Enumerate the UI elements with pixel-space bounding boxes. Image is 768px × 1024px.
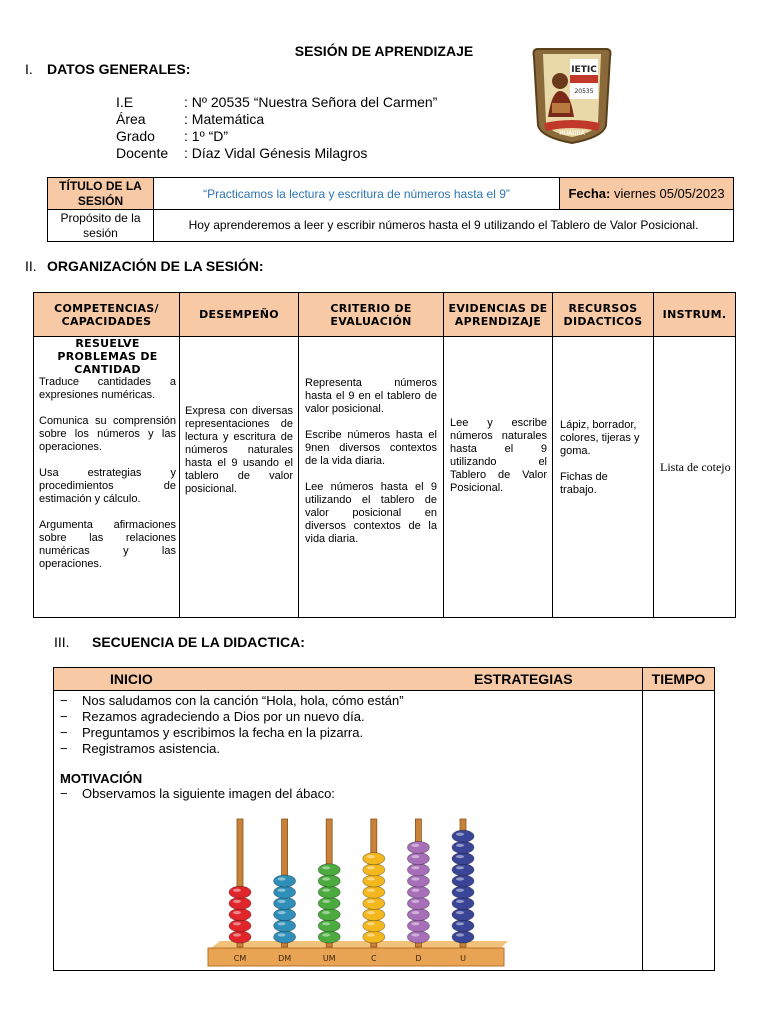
proposito-label: Propósito de la sesión bbox=[48, 210, 154, 242]
section-secuencia bbox=[54, 634, 305, 650]
desempeno-cell bbox=[180, 337, 299, 618]
abacus-bead bbox=[274, 875, 296, 887]
header-inicio-estrategias bbox=[54, 668, 643, 691]
general-data bbox=[116, 94, 536, 164]
proposito-value: Hoy aprenderemos a leer y escribir números hasta el 9 utilizando el Tablero de Valor Posicional. bbox=[154, 210, 734, 242]
recursos-item: Lápiz, borrador, colores, tijeras y goma. bbox=[560, 419, 640, 457]
abacus-bead bbox=[407, 864, 429, 876]
abacus-bead bbox=[407, 853, 429, 865]
abacus-bead bbox=[274, 920, 296, 932]
abacus-bead bbox=[363, 897, 385, 909]
section-organizacion bbox=[25, 258, 264, 274]
section-number: II. bbox=[25, 258, 37, 274]
section-label: DATOS GENERALES: bbox=[47, 61, 191, 77]
abacus-bead bbox=[452, 909, 474, 921]
recursos-cell bbox=[553, 337, 654, 618]
abacus-bead bbox=[229, 931, 251, 943]
capacidad: Comunica su comprensión sobre los números y las operaciones. bbox=[39, 415, 176, 453]
abacus-bead bbox=[363, 909, 385, 921]
page-title: SESIÓN DE APRENDIZAJE bbox=[294, 43, 474, 59]
school-logo bbox=[530, 45, 614, 145]
abacus-rod-label: U bbox=[460, 954, 466, 963]
abacus-bead bbox=[407, 909, 429, 921]
header-inicio: INICIO bbox=[110, 671, 153, 687]
abacus-bead bbox=[407, 875, 429, 887]
criterio: Representa números hasta el 9 en el tablero de valor posicional. bbox=[305, 377, 437, 415]
abacus-bead bbox=[318, 864, 340, 876]
abacus-bead bbox=[452, 841, 474, 853]
capacidad: Usa estrategias y procedimientos de estimación y cálculo. bbox=[39, 467, 176, 505]
abacus-bead bbox=[229, 909, 251, 921]
abacus-bead bbox=[407, 886, 429, 898]
abacus-bead bbox=[452, 830, 474, 842]
row-area bbox=[116, 111, 536, 128]
instrumento-text: Lista de cotejo bbox=[660, 460, 731, 474]
abacus-bead bbox=[274, 909, 296, 921]
fecha-value: viernes 05/05/2023 bbox=[613, 186, 725, 201]
abacus-bead bbox=[407, 920, 429, 932]
area-label: Área bbox=[116, 111, 146, 127]
organization-table bbox=[33, 292, 736, 618]
list-item: − Preguntamos y escribimos la fecha en la pizarra. bbox=[60, 725, 364, 740]
abacus-bead bbox=[274, 931, 296, 943]
header-evidencias: EVIDENCIAS DE APRENDIZAJE bbox=[444, 293, 553, 337]
logo-text-ietic: IETIC bbox=[571, 65, 597, 75]
sequence-table bbox=[53, 667, 715, 971]
section-datos-generales bbox=[25, 61, 190, 77]
header-instrumento: INSTRUM. bbox=[654, 293, 736, 337]
abacus-bead bbox=[318, 897, 340, 909]
abacus-bead bbox=[452, 864, 474, 876]
abacus-rod-label: C bbox=[371, 954, 377, 963]
competencias-cell bbox=[34, 337, 180, 618]
row-ie bbox=[116, 94, 536, 111]
abacus-bead bbox=[452, 875, 474, 887]
list-item: − Registramos asistencia. bbox=[60, 741, 220, 756]
abacus-bead bbox=[274, 897, 296, 909]
ie-label: I.E bbox=[116, 94, 134, 110]
abacus-bead bbox=[229, 897, 251, 909]
abacus-bead bbox=[363, 920, 385, 932]
abacus-bead bbox=[452, 931, 474, 943]
criterio-cell bbox=[299, 337, 444, 618]
abacus-bead bbox=[318, 886, 340, 898]
tiempo-content bbox=[643, 691, 715, 971]
header-tiempo: TIEMPO bbox=[643, 668, 715, 691]
abacus-bead bbox=[363, 886, 385, 898]
abacus-bead bbox=[452, 920, 474, 932]
titulo-label: TÍTULO DE LA SESIÓN bbox=[48, 178, 154, 210]
section-number: I. bbox=[25, 61, 33, 77]
abacus-bead bbox=[407, 931, 429, 943]
abacus-bead bbox=[363, 853, 385, 865]
evidencias-text: Lee y escribe números naturales hasta el 9 utilizando el Tablero de Valor Posicional. bbox=[450, 417, 547, 494]
capacidad: Argumenta afirmaciones sobre las relaciones numéricas y las operaciones. bbox=[39, 519, 176, 570]
abacus-rod-label: UM bbox=[322, 954, 336, 963]
logo-text-number: 20535 bbox=[574, 88, 594, 95]
instrumento-cell bbox=[654, 337, 736, 618]
header-criterio: CRITERIO DE EVALUACIÓN bbox=[299, 293, 444, 337]
docente-value: : Díaz Vidal Génesis Milagros bbox=[184, 145, 368, 161]
header-competencias: COMPETENCIAS/ CAPACIDADES bbox=[34, 293, 180, 337]
list-item: − Observamos la siguiente imagen del ábaco: bbox=[60, 786, 335, 801]
logo-text-place: HUAURA bbox=[559, 130, 585, 137]
list-item: − Rezamos agradeciendo a Dios por un nuevo día. bbox=[60, 709, 365, 724]
abacus-bead bbox=[363, 931, 385, 943]
section-label: ORGANIZACIÓN DE LA SESIÓN: bbox=[47, 258, 264, 274]
section-number: III. bbox=[54, 634, 70, 650]
competencia-title: RESUELVE PROBLEMAS DE CANTIDAD bbox=[57, 337, 158, 376]
abacus-bead bbox=[318, 920, 340, 932]
abacus-bead bbox=[229, 920, 251, 932]
ie-value: : Nº 20535 “Nuestra Señora del Carmen” bbox=[184, 94, 438, 110]
abacus-bead bbox=[318, 931, 340, 943]
desempeno-text: Expresa con diversas representaciones de lectura y escritura de números naturales hasta el 9 usando el tablero de valor posicional. bbox=[185, 405, 293, 495]
row-docente bbox=[116, 145, 536, 162]
abacus-rod-label: CM bbox=[233, 954, 247, 963]
header-estrategias: ESTRATEGIAS bbox=[474, 671, 573, 687]
abacus-image bbox=[204, 817, 514, 969]
grado-label: Grado bbox=[116, 128, 155, 144]
header-recursos: RECURSOS DIDACTICOS bbox=[553, 293, 654, 337]
criterio: Escribe números hasta el 9nen diversos contextos de la vida diaria. bbox=[305, 429, 437, 467]
row-grado bbox=[116, 128, 536, 145]
motivacion-title: MOTIVACIÓN bbox=[60, 771, 143, 786]
abacus-bead bbox=[318, 909, 340, 921]
abacus-bead bbox=[229, 886, 251, 898]
abacus-rod-label: DM bbox=[278, 954, 292, 963]
abacus-bead bbox=[452, 897, 474, 909]
capacidad: Traduce cantidades a expresiones numéricas. bbox=[39, 376, 176, 401]
docente-label: Docente bbox=[116, 145, 169, 161]
recursos-item: Fichas de trabajo. bbox=[560, 471, 608, 496]
evidencias-cell bbox=[444, 337, 553, 618]
titulo-value: “Practicamos la lectura y escritura de números hasta el 9” bbox=[154, 178, 560, 210]
abacus-bead bbox=[274, 886, 296, 898]
abacus-bead bbox=[318, 875, 340, 887]
inicio-content bbox=[54, 691, 643, 971]
section-label: SECUENCIA DE LA DIDACTICA: bbox=[92, 634, 305, 650]
session-title-table bbox=[47, 177, 734, 242]
inicio-list bbox=[54, 693, 642, 757]
criterio: Lee números hasta el 9 utilizando el tablero de valor posicional en diversos contextos de la vida diaria. bbox=[305, 481, 437, 545]
abacus-bead bbox=[407, 841, 429, 853]
header-desempeno: DESEMPEÑO bbox=[180, 293, 299, 337]
area-value: : Matemática bbox=[184, 111, 265, 127]
fecha-cell bbox=[560, 178, 734, 210]
abacus-bead bbox=[452, 853, 474, 865]
abacus-bead bbox=[407, 897, 429, 909]
abacus-rod-label: D bbox=[415, 954, 422, 963]
abacus-bead bbox=[452, 886, 474, 898]
list-item: − Nos saludamos con la canción “Hola, hola, cómo están” bbox=[60, 693, 404, 708]
grado-value: : 1º “D” bbox=[184, 128, 229, 144]
motivacion-list bbox=[54, 786, 642, 802]
fecha-label: Fecha: bbox=[568, 186, 611, 201]
abacus-bead bbox=[363, 875, 385, 887]
abacus-bead bbox=[363, 864, 385, 876]
